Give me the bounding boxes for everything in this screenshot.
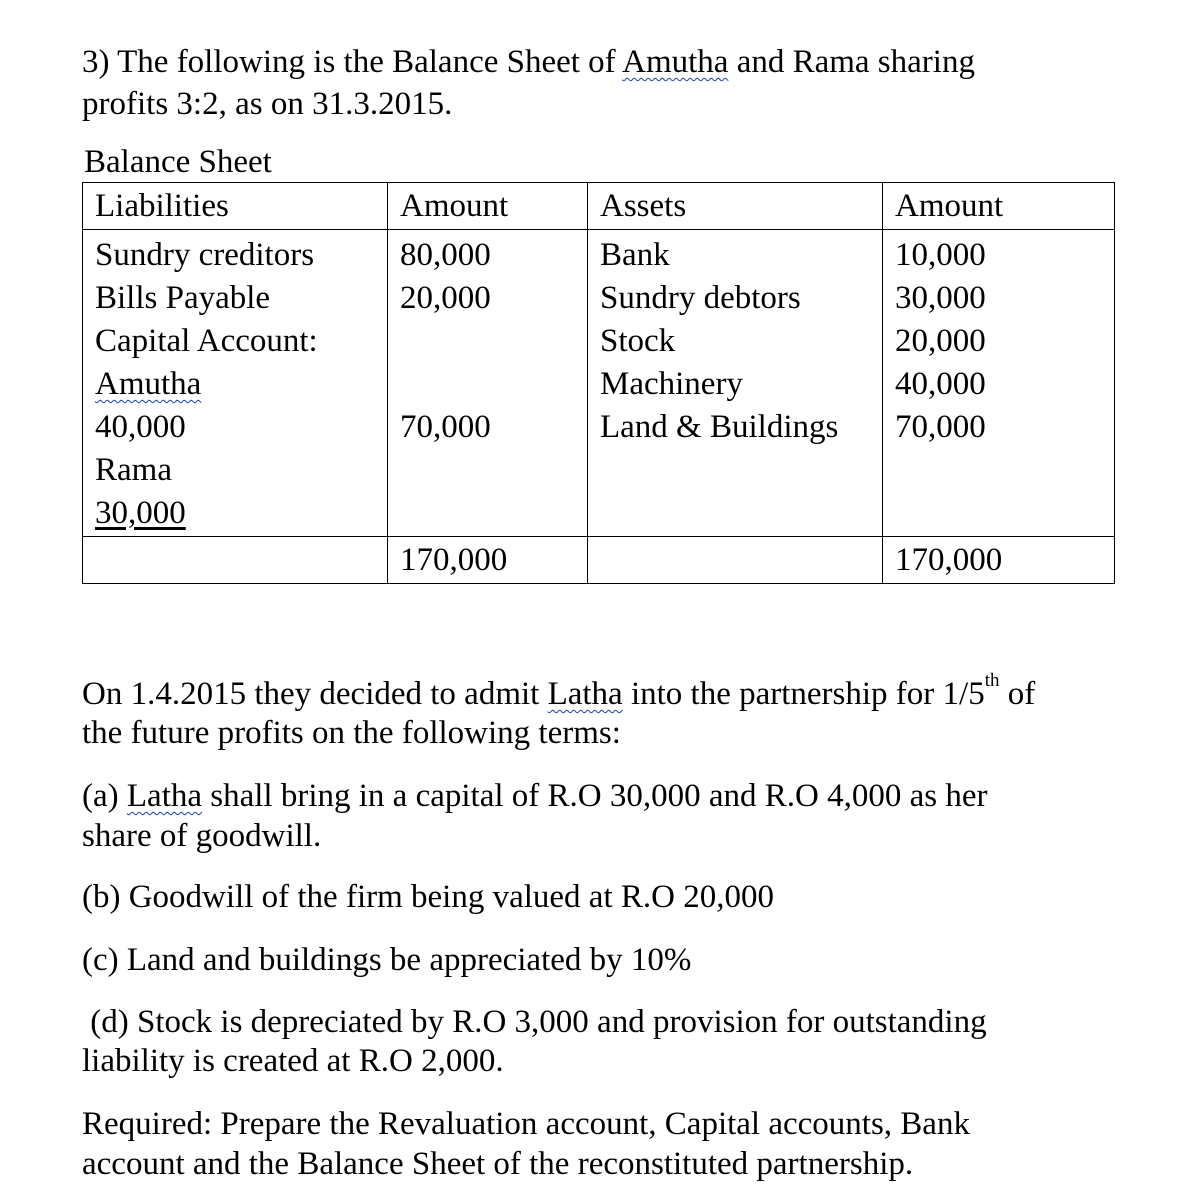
- liability-amount: [400, 320, 575, 363]
- liability-item: Sundry creditors: [95, 237, 315, 273]
- name-latha: Latha: [547, 676, 623, 712]
- asset-amount: 10,000: [895, 237, 986, 273]
- term-text: (a): [82, 778, 127, 814]
- intro-line-2: profits 3:2, as on 31.3.2015.: [82, 86, 453, 122]
- asset-amount: 20,000: [895, 323, 986, 359]
- header-amount: Amount: [388, 183, 588, 230]
- total-assets: 170,000: [883, 537, 1115, 584]
- required-line-1: Required: Prepare the Revaluation account, Capital accounts, Bank: [82, 1106, 970, 1142]
- admission-text: On 1.4.2015 they decided to admit: [82, 676, 548, 712]
- term-text: shall bring in a capital of R.O 30,000 and R.O 4,000 as her: [202, 778, 988, 814]
- asset-amounts-cell: [883, 230, 1115, 537]
- balance-sheet-table: [82, 182, 1115, 584]
- term-d-line-1: (d) Stock is depreciated by R.O 3,000 and provision for outstanding: [82, 1004, 987, 1040]
- liability-item: Bills Payable: [95, 280, 271, 316]
- total-spacer-cell: [588, 537, 883, 584]
- asset-item: Stock: [600, 323, 676, 359]
- liability-item: Rama: [95, 452, 172, 488]
- admission-text: of: [999, 676, 1036, 712]
- asset-item: Machinery: [600, 366, 743, 402]
- liability-amount: [400, 363, 575, 406]
- total-liabilities: 170,000: [388, 537, 588, 584]
- asset-amount: 40,000: [895, 366, 986, 402]
- liability-amount: 80,000: [400, 237, 491, 273]
- header-liabilities: Liabilities: [83, 183, 388, 230]
- table-title: Balance Sheet: [84, 144, 272, 180]
- liability-item: 40,000: [95, 409, 186, 445]
- admission-text: into the partnership for 1/5: [622, 676, 985, 712]
- total-label-cell: [83, 537, 388, 584]
- liability-amount: 20,000: [400, 280, 491, 316]
- assets-cell: [588, 230, 883, 537]
- liability-amount: 70,000: [400, 409, 491, 445]
- admission-line-1: [82, 670, 1036, 714]
- name-latha: Latha: [126, 778, 203, 814]
- table-body-row: [83, 230, 1115, 537]
- asset-item: Sundry debtors: [600, 280, 801, 316]
- superscript-th: th: [984, 670, 1000, 691]
- liability-item: Amutha: [95, 366, 202, 402]
- intro-text: and Rama sharing: [728, 44, 975, 80]
- liability-item: 30,000: [95, 495, 186, 531]
- admission-line-2: the future profits on the following terms:: [82, 715, 621, 751]
- term-d-line-2: liability is created at R.O 2,000.: [82, 1043, 504, 1079]
- liabilities-cell: [83, 230, 388, 537]
- term-c: (c) Land and buildings be appreciated by 10%: [82, 942, 692, 978]
- asset-item: Land & Buildings: [600, 409, 839, 445]
- asset-amount: 70,000: [895, 409, 986, 445]
- term-a-line-2: share of goodwill.: [82, 818, 322, 854]
- header-assets: Assets: [588, 183, 883, 230]
- liability-amounts-cell: [388, 230, 588, 537]
- table-total-row: [83, 537, 1115, 584]
- term-b: (b) Goodwill of the firm being valued at R.O 20,000: [82, 879, 774, 915]
- name-amutha: Amutha: [622, 44, 729, 80]
- liability-item: Capital Account:: [95, 323, 318, 359]
- table-header-row: [83, 183, 1115, 230]
- term-a-line-1: [82, 776, 987, 816]
- intro-text: 3) The following is the Balance Sheet of: [82, 44, 623, 80]
- asset-amount: 30,000: [895, 280, 986, 316]
- intro-line-1: [82, 42, 975, 82]
- asset-item: Bank: [600, 237, 670, 273]
- header-amount: Amount: [883, 183, 1115, 230]
- required-line-2: account and the Balance Sheet of the reconstituted partnership.: [82, 1146, 914, 1182]
